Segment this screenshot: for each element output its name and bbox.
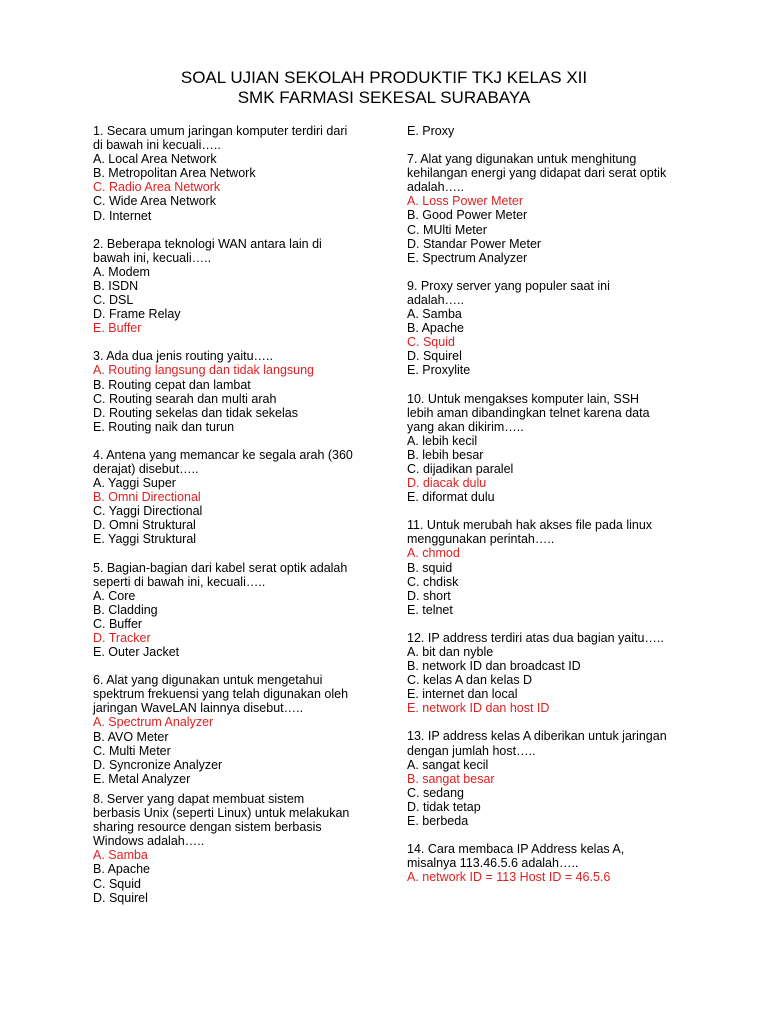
option: B. Metropolitan Area Network (93, 166, 256, 181)
question-text: 4. Antena yang memancar ke segala arah (360 derajat) disebut….. (93, 447, 353, 476)
option: A. Yaggi Super (93, 476, 176, 491)
option: E. diformat dulu (407, 490, 495, 505)
question-block (93, 673, 378, 786)
option: D. Omni Struktural (93, 518, 196, 533)
question-block (407, 631, 697, 716)
answer-option: E. Buffer (93, 321, 142, 336)
answer-option: D. diacak dulu (407, 476, 487, 491)
option: A. lebih kecil (407, 433, 478, 448)
option: E. Yaggi Struktural (93, 532, 197, 547)
option: B. Routing cepat dan lambat (93, 377, 251, 392)
option: C. Routing searah dan multi arah (93, 391, 277, 406)
option: A. Modem (93, 264, 150, 279)
option: B. ISDN (93, 278, 139, 293)
option: D. Standar Power Meter (407, 236, 542, 251)
question-text: 11. Untuk merubah hak akses file pada linux menggunakan perintah….. (407, 518, 653, 547)
option: C. Multi Meter (93, 743, 171, 758)
question-block (93, 124, 378, 223)
option: D. short (407, 588, 451, 603)
question-block (407, 152, 697, 265)
option: B. AVO Meter (93, 729, 169, 744)
option: C. MUlti Meter (407, 222, 487, 237)
option: D. Squirel (93, 890, 148, 905)
question-block (93, 561, 378, 660)
option: D. Frame Relay (93, 307, 181, 322)
question-6-continuation: E. Proxy (407, 124, 455, 138)
question-block (407, 518, 697, 617)
option: E. Outer Jacket (93, 645, 180, 660)
question-text: 6. Alat yang digunakan untuk mengetahui spektrum frekuensi yang telah digunakan oleh jaringan WaveLAN lainnya disebut….. (93, 673, 349, 716)
option: A. Local Area Network (93, 152, 217, 167)
question-text: 10. Untuk mengakses komputer lain, SSH lebih aman dibandingkan telnet karena data yang akan dikirim….. (407, 391, 650, 434)
option: E. internet dan local (407, 687, 518, 702)
answer-option: A. network ID = 113 Host ID = 46.5.6 (407, 870, 611, 885)
option: A. Samba (407, 307, 462, 322)
question-block (407, 279, 697, 378)
answer-option: A. Spectrum Analyzer (93, 715, 214, 730)
option: E. Metal Analyzer (93, 771, 191, 786)
option: C. chdisk (407, 574, 459, 589)
question-block (407, 729, 697, 828)
answer-option: B. Omni Directional (93, 490, 201, 505)
question-text: 12. IP address terdiri atas dua bagian yaitu….. (407, 630, 664, 645)
option: D. Squirel (407, 349, 462, 364)
document-header (0, 68, 768, 108)
right-column (407, 124, 697, 898)
option: C. DSL (93, 293, 134, 308)
question-block (407, 392, 697, 505)
option: B. Good Power Meter (407, 208, 528, 223)
title-line-1: SOAL UJIAN SEKOLAH PRODUKTIF TKJ KELAS XII (180, 68, 588, 87)
option: E. Proxylite (407, 363, 471, 378)
option: C. sedang (407, 785, 464, 800)
title-line-2: SMK FARMASI SEKESAL SURABAYA (237, 88, 531, 107)
answer-option: A. chmod (407, 546, 460, 561)
question-block (93, 349, 378, 434)
question-text: 5. Bagian-bagian dari kabel serat optik adalah seperti di bawah ini, kecuali….. (93, 560, 348, 589)
question-text: 2. Beberapa teknologi WAN antara lain di bawah ini, kecuali….. (93, 236, 322, 265)
question-text: 14. Cara membaca IP Address kelas A, misalnya 113.46.5.6 adalah….. (407, 842, 625, 871)
option: B. Apache (407, 321, 464, 336)
option: C. Wide Area Network (93, 194, 216, 209)
right-question-list (407, 152, 697, 884)
option: D. Internet (93, 208, 152, 223)
option: E. berbeda (407, 814, 469, 829)
option: A. sangat kecil (407, 757, 489, 772)
option: C. kelas A dan kelas D (407, 673, 533, 688)
option: D. Syncronize Analyzer (93, 757, 223, 772)
answer-option: A. Loss Power Meter (407, 194, 524, 209)
answer-option: C. Squid (407, 335, 455, 350)
option: A. bit dan nyble (407, 645, 494, 659)
option: B. Apache (93, 862, 150, 877)
question-block (93, 448, 378, 547)
question-text: 13. IP address kelas A diberikan untuk jaringan dengan jumlah host….. (407, 729, 667, 758)
option: E. telnet (407, 602, 453, 617)
answer-option: D. Tracker (93, 631, 151, 645)
option: B. squid (407, 560, 453, 575)
option: B. lebih besar (407, 447, 484, 462)
option: D. tidak tetap (407, 799, 481, 814)
question-text: 9. Proxy server yang populer saat ini adalah….. (407, 278, 610, 307)
option: B. Cladding (93, 602, 158, 617)
answer-option: B. sangat besar (407, 771, 495, 786)
answer-option: E. network ID dan host ID (407, 701, 550, 716)
question-text: 3. Ada dua jenis routing yaitu….. (93, 349, 273, 364)
question-text: 1. Secara umum jaringan komputer terdiri dari di bawah ini kecuali….. (93, 124, 348, 153)
answer-option: A. Routing langsung dan tidak langsung (93, 363, 314, 378)
option: A. Core (93, 588, 136, 603)
option: B. network ID dan broadcast ID (407, 659, 581, 674)
question-block (407, 842, 697, 884)
question-text: 7. Alat yang digunakan untuk menghitung kehilangan energi yang didapat dari serat optik adalah….. (407, 152, 667, 195)
left-column (93, 124, 378, 919)
question-block (93, 792, 378, 905)
option: E. Routing naik dan turun (93, 419, 235, 434)
answer-option: C. Radio Area Network (93, 180, 221, 195)
answer-option: A. Samba (93, 848, 148, 863)
option: C. Squid (93, 876, 141, 891)
option: C. dijadikan paralel (407, 461, 514, 476)
option: D. Routing sekelas dan tidak sekelas (93, 405, 298, 420)
question-text: 8. Server yang dapat membuat sistem berbasis Unix (seperti Linux) untuk melakukan sharing resource dengan sistem berbasis Windows adalah….. (93, 791, 350, 849)
question-block (93, 237, 378, 336)
option: E. Spectrum Analyzer (407, 250, 528, 265)
option: C. Buffer (93, 616, 143, 631)
option: C. Yaggi Directional (93, 504, 203, 519)
